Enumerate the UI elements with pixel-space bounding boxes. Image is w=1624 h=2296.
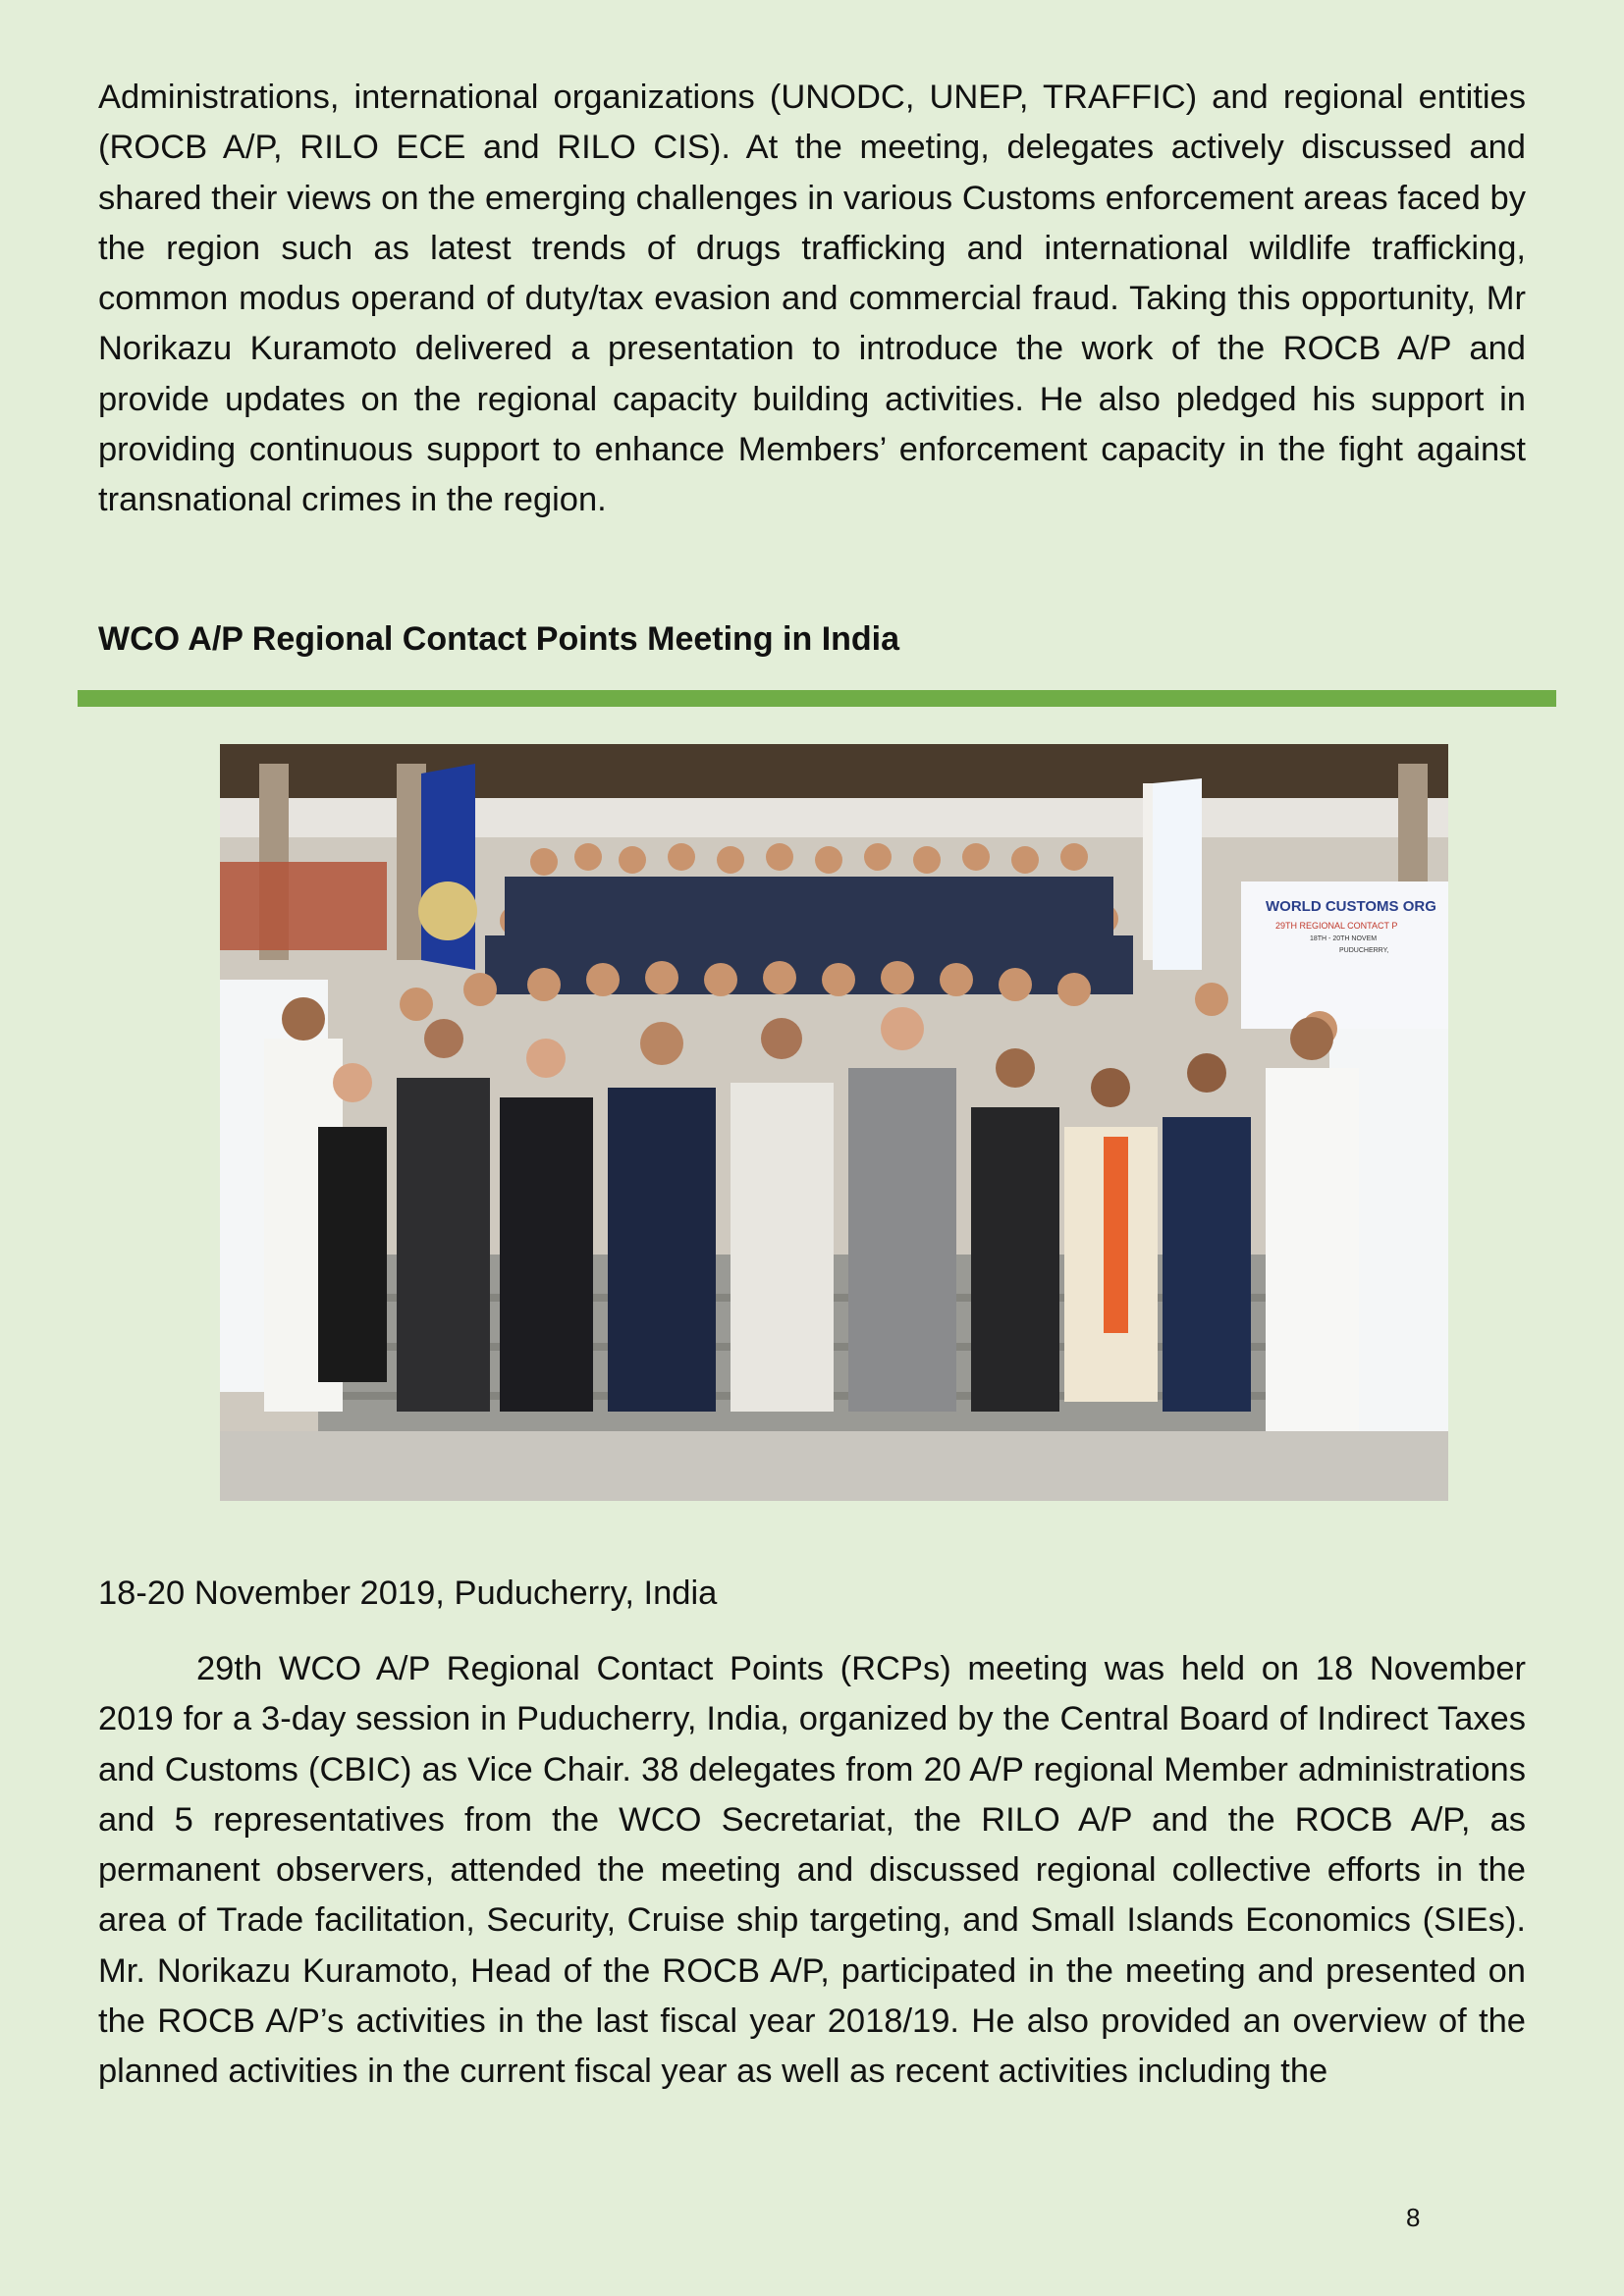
top-paragraph: Administrations, international organizations (UNODC, UNEP, TRAFFIC) and regional entities (ROCB A/P, RILO ECE and RILO CIS). At the meeting, delegates actively discussed and shared their views on the emerging challenges in various Customs enforcement areas faced by the region such as latest trends of drugs trafficking and international wildlife trafficking, common modus operand of duty/tax evasion and commercial fraud. Taking this opportunity, Mr Norikazu Kuramoto delivered a presentation to introduce the work of the ROCB A/P and provide updates on the regional capacity building activities. He also pledged his support in providing continuous support to enhance Members’ enforcement capacity in the fight against transnational crimes in the region. bbox=[98, 79, 1526, 519]
banner-line-3: 18TH - 20TH NOVEM bbox=[1310, 935, 1378, 942]
banner-line-1: WORLD CUSTOMS ORG bbox=[1266, 898, 1436, 915]
body-paragraph: 29th WCO A/P Regional Contact Points (RCPs) meeting was held on 18 November 2019 for a 3-day session in Puducherry, India, organized by the Central Board of Indirect Taxes and Customs (CBIC) as Vice Chair. 38 delegates from 20 A/P regional Member administrations and 5 representatives from the WCO Secretariat, the RILO A/P and the ROCB A/P, as permanent observers, attended the meeting and discussed regional collective efforts in the area of Trade facilitation, Security, Cruise ship targeting, and Small Islands Economics (SIEs). Mr. Norikazu Kuramoto, Head of the ROCB A/P, participated in the meeting and presented on the ROCB A/P’s activities in the last fiscal year 2018/19. He also provided an overview of the planned activities in the current fiscal year as well as recent activities including the bbox=[98, 1650, 1526, 2091]
section-heading: WCO A/P Regional Contact Points Meeting in India bbox=[98, 620, 900, 658]
group-photo bbox=[220, 744, 1448, 1501]
dateline: 18-20 November 2019, Puducherry, India bbox=[98, 1575, 718, 1612]
page-number: 8 bbox=[1406, 2203, 1421, 2232]
section-divider bbox=[78, 690, 1556, 707]
banner-line-4: PUDUCHERRY, bbox=[1339, 947, 1389, 954]
banner-line-2: 29TH REGIONAL CONTACT P bbox=[1275, 921, 1398, 931]
